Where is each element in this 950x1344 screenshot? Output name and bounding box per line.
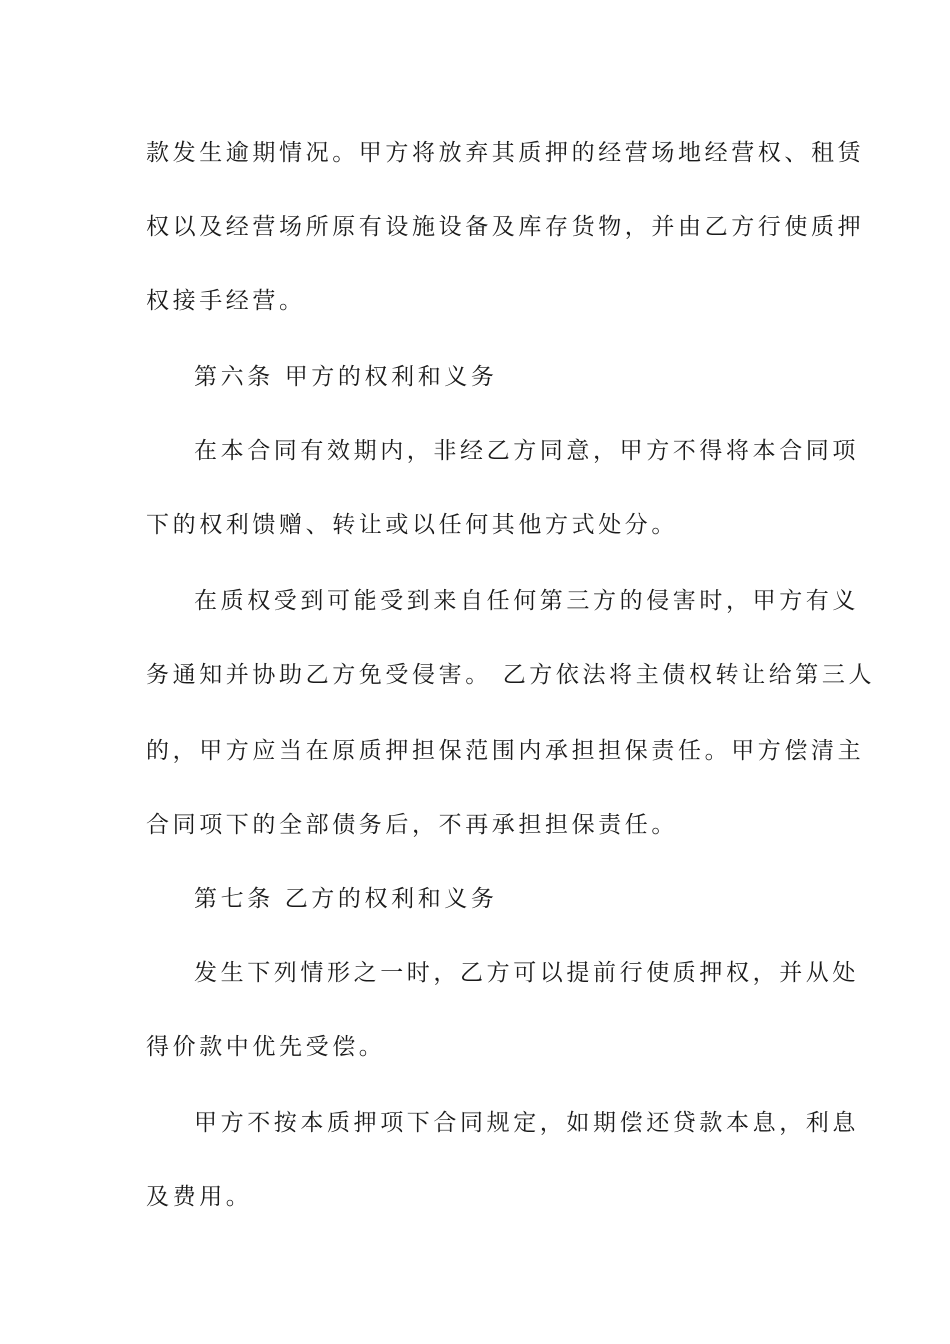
paragraph-line: 权以及经营场所原有设施设备及库存货物，并由乙方行使质押	[146, 214, 865, 240]
paragraph-line: 得价款中优先受偿。	[146, 1034, 386, 1060]
paragraph-line: 在质权受到可能受到来自任何第三方的侵害时，甲方有义	[194, 588, 859, 614]
paragraph-line: 甲方不按本质押项下合同规定，如期偿还贷款本息，利息	[194, 1110, 859, 1136]
section-heading-7: 第七条 乙方的权利和义务	[194, 886, 498, 912]
paragraph-line: 发生下列情形之一时，乙方可以提前行使质押权，并从处	[194, 960, 859, 986]
section-heading-6: 第六条 甲方的权利和义务	[194, 364, 498, 390]
paragraph-line: 下的权利馈赠、转让或以任何其他方式处分。	[146, 512, 678, 538]
paragraph-line: 款发生逾期情况。甲方将放弃其质押的经营场地经营权、租赁	[146, 140, 865, 166]
paragraph-line: 的，甲方应当在原质押担保范围内承担担保责任。甲方偿清主	[146, 738, 865, 764]
paragraph-line: 务通知并协助乙方免受侵害。 乙方依法将主债权转让给第三人	[146, 662, 876, 688]
paragraph-line: 及费用。	[146, 1184, 253, 1210]
paragraph-line: 权接手经营。	[146, 288, 306, 314]
paragraph-line: 合同项下的全部债务后，不再承担担保责任。	[146, 812, 678, 838]
paragraph-line: 在本合同有效期内，非经乙方同意，甲方不得将本合同项	[194, 438, 859, 464]
